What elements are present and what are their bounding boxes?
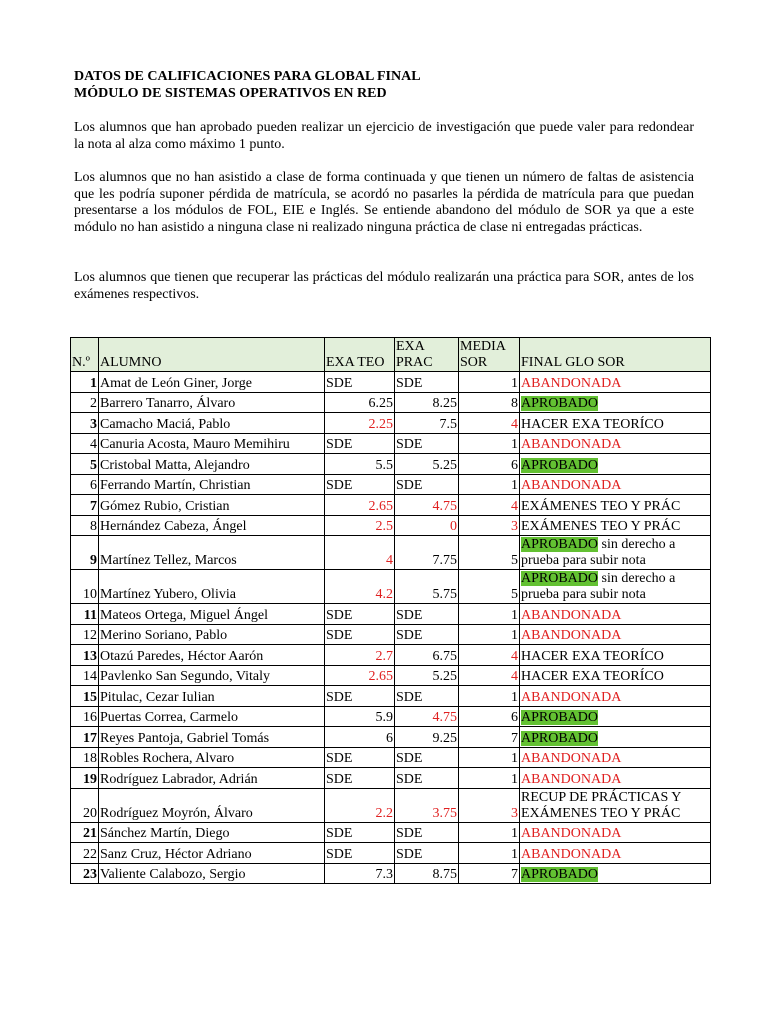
final-status-cell xyxy=(520,413,711,434)
exa-prac-cell: 9.25 xyxy=(395,727,459,748)
final-status-cell xyxy=(520,686,711,707)
table-row xyxy=(71,454,711,475)
exa-teo-cell: SDE xyxy=(325,768,395,789)
header-number: N.º xyxy=(71,338,99,372)
exa-teo-cell: SDE xyxy=(325,372,395,393)
exa-prac-cell: SDE xyxy=(395,372,459,393)
student-name: Sánchez Martín, Diego xyxy=(99,822,325,843)
student-name: Ferrando Martín, Christian xyxy=(99,474,325,495)
exa-prac-cell: 5.25 xyxy=(395,665,459,686)
exa-prac-cell: 7.5 xyxy=(395,413,459,434)
final-status-label: ABANDONADA xyxy=(521,607,622,623)
final-status-label: HACER EXA TEORÍCO xyxy=(521,416,664,432)
table-row xyxy=(71,536,711,570)
exa-teo-cell: 4 xyxy=(325,536,395,570)
student-name: Robles Rochera, Alvaro xyxy=(99,747,325,768)
student-name: Rodríguez Labrador, Adrián xyxy=(99,768,325,789)
final-status-label: ABANDONADA xyxy=(521,689,622,705)
document-title xyxy=(74,68,421,102)
exa-prac-cell: SDE xyxy=(395,686,459,707)
row-number: 1 xyxy=(71,372,99,393)
final-status-label: APROBADO xyxy=(521,396,599,411)
header-media-sor: MEDIA SOR xyxy=(459,338,520,372)
final-status-cell xyxy=(520,788,711,822)
final-status-cell xyxy=(520,392,711,413)
title-line-2: MÓDULO DE SISTEMAS OPERATIVOS EN RED xyxy=(74,86,387,101)
final-status-cell xyxy=(520,747,711,768)
table-row xyxy=(71,604,711,625)
row-number: 5 xyxy=(71,454,99,475)
media-sor-cell: 1 xyxy=(459,624,520,645)
final-status-cell xyxy=(520,843,711,864)
final-status-cell xyxy=(520,536,711,570)
row-number: 7 xyxy=(71,495,99,516)
exa-teo-cell: 6.25 xyxy=(325,392,395,413)
final-status-label: APROBADO xyxy=(521,867,599,882)
final-status-label: APROBADO xyxy=(521,730,599,746)
table-row xyxy=(71,624,711,645)
table-row xyxy=(71,495,711,516)
exa-teo-cell: 2.25 xyxy=(325,413,395,434)
header-exa-prac: EXA PRAC xyxy=(395,338,459,372)
final-status-note: sin derecho a prueba para subir nota xyxy=(521,537,676,568)
media-sor-cell: 1 xyxy=(459,686,520,707)
final-status-label: ABANDONADA xyxy=(521,751,622,766)
exa-prac-cell: SDE xyxy=(395,474,459,495)
student-name: Merino Soriano, Pablo xyxy=(99,624,325,645)
table-row xyxy=(71,788,711,822)
media-sor-cell: 3 xyxy=(459,515,520,536)
table-row xyxy=(71,570,711,604)
media-sor-cell: 6 xyxy=(459,706,520,727)
exa-teo-cell: 2.7 xyxy=(325,645,395,666)
final-status-label: HACER EXA TEORÍCO xyxy=(521,648,664,664)
student-name: Gómez Rubio, Cristian xyxy=(99,495,325,516)
exa-prac-cell: 8.75 xyxy=(395,863,459,884)
exa-prac-cell: SDE xyxy=(395,822,459,843)
media-sor-cell: 1 xyxy=(459,768,520,789)
exa-teo-cell: SDE xyxy=(325,686,395,707)
exa-prac-cell: SDE xyxy=(395,843,459,864)
exa-teo-cell: 2.2 xyxy=(325,788,395,822)
exa-prac-cell: 6.75 xyxy=(395,645,459,666)
final-status-cell xyxy=(520,706,711,727)
table-row xyxy=(71,665,711,686)
row-number: 9 xyxy=(71,536,99,570)
final-status-cell xyxy=(520,515,711,536)
final-status-label: ABANDONADA xyxy=(521,437,622,452)
paragraph-2: Los alumnos que no han asistido a clase de forma continuada y que tienen un número de faltas de asistencia que les podría suponer pérdida de matrícula, se acordó no pasarles la pérdida de matrícula para que puedan presentarse a los módulos de FOL, EIE e Inglés. Se entiende abandono del módulo de SOR ya que a este módulo no han asistido a ninguna clase ni realizado ninguna práctica de clase ni entregadas prácticas. xyxy=(74,170,694,235)
media-sor-cell: 1 xyxy=(459,843,520,864)
exa-teo-cell: SDE xyxy=(325,604,395,625)
media-sor-cell: 1 xyxy=(459,372,520,393)
student-name: Reyes Pantoja, Gabriel Tomás xyxy=(99,727,325,748)
exa-prac-cell: SDE xyxy=(395,747,459,768)
exa-prac-cell: 4.75 xyxy=(395,706,459,727)
table-row xyxy=(71,372,711,393)
table-row xyxy=(71,433,711,454)
exa-teo-cell: SDE xyxy=(325,822,395,843)
table-row xyxy=(71,392,711,413)
row-number: 6 xyxy=(71,474,99,495)
media-sor-cell: 4 xyxy=(459,495,520,516)
media-sor-cell: 1 xyxy=(459,822,520,843)
exa-teo-cell: 2.65 xyxy=(325,665,395,686)
table-row xyxy=(71,747,711,768)
student-name: Puertas Correa, Carmelo xyxy=(99,706,325,727)
final-status-note: sin derecho a prueba para subir nota xyxy=(521,571,676,602)
row-number: 19 xyxy=(71,768,99,789)
header-alumno: ALUMNO xyxy=(99,338,325,372)
student-name: Valiente Calabozo, Sergio xyxy=(99,863,325,884)
student-name: Cristobal Matta, Alejandro xyxy=(99,454,325,475)
student-name: Pavlenko San Segundo, Vitaly xyxy=(99,665,325,686)
table-row xyxy=(71,822,711,843)
final-status-label: APROBADO xyxy=(521,537,599,552)
media-sor-cell: 7 xyxy=(459,727,520,748)
row-number: 12 xyxy=(71,624,99,645)
exa-prac-cell: 0 xyxy=(395,515,459,536)
final-status-cell xyxy=(520,570,711,604)
final-status-cell xyxy=(520,727,711,748)
row-number: 4 xyxy=(71,433,99,454)
media-sor-cell: 6 xyxy=(459,454,520,475)
exa-prac-cell: 5.75 xyxy=(395,570,459,604)
student-name: Pitulac, Cezar Iulian xyxy=(99,686,325,707)
exa-teo-cell: SDE xyxy=(325,474,395,495)
student-name: Mateos Ortega, Miguel Ángel xyxy=(99,604,325,625)
exa-teo-cell: 2.65 xyxy=(325,495,395,516)
exa-teo-cell: SDE xyxy=(325,843,395,864)
exa-teo-cell: SDE xyxy=(325,433,395,454)
exa-prac-cell: SDE xyxy=(395,604,459,625)
final-status-label: ABANDONADA xyxy=(521,826,622,841)
media-sor-cell: 1 xyxy=(459,604,520,625)
media-sor-cell: 7 xyxy=(459,863,520,884)
media-sor-cell: 5 xyxy=(459,536,520,570)
exa-prac-cell: 5.25 xyxy=(395,454,459,475)
row-number: 13 xyxy=(71,645,99,666)
row-number: 14 xyxy=(71,665,99,686)
student-name: Hernández Cabeza, Ángel xyxy=(99,515,325,536)
final-status-cell xyxy=(520,863,711,884)
student-name: Martínez Yubero, Olivia xyxy=(99,570,325,604)
row-number: 11 xyxy=(71,604,99,625)
exa-prac-cell: 8.25 xyxy=(395,392,459,413)
title-line-1: DATOS DE CALIFICACIONES PARA GLOBAL FINAL xyxy=(74,69,421,84)
table-row xyxy=(71,686,711,707)
student-name: Sanz Cruz, Héctor Adriano xyxy=(99,843,325,864)
student-name: Otazú Paredes, Héctor Aarón xyxy=(99,645,325,666)
media-sor-cell: 1 xyxy=(459,747,520,768)
final-status-cell xyxy=(520,495,711,516)
row-number: 21 xyxy=(71,822,99,843)
media-sor-cell: 3 xyxy=(459,788,520,822)
paragraph-3: Los alumnos que tienen que recuperar las prácticas del módulo realizarán una práctica para SOR, antes de los exámenes respectivos. xyxy=(74,270,694,302)
row-number: 22 xyxy=(71,843,99,864)
final-status-label: ABANDONADA xyxy=(521,771,622,787)
exa-prac-cell: 3.75 xyxy=(395,788,459,822)
final-status-label: APROBADO xyxy=(521,457,599,473)
table-row xyxy=(71,843,711,864)
header-exa-teo: EXA TEO xyxy=(325,338,395,372)
exa-teo-cell: SDE xyxy=(325,747,395,768)
row-number: 10 xyxy=(71,570,99,604)
final-status-label: EXÁMENES TEO Y PRÁC xyxy=(521,498,681,514)
final-status-cell xyxy=(520,474,711,495)
final-status-label: HACER EXA TEORÍCO xyxy=(521,669,664,684)
exa-teo-cell: 5.5 xyxy=(325,454,395,475)
final-status-label: ABANDONADA xyxy=(521,846,622,862)
final-status-label: EXÁMENES TEO Y PRÁC xyxy=(521,519,681,534)
row-number: 23 xyxy=(71,863,99,884)
row-number: 2 xyxy=(71,392,99,413)
exa-teo-cell: 2.5 xyxy=(325,515,395,536)
student-name: Canuria Acosta, Mauro Memihiru xyxy=(99,433,325,454)
final-status-label: APROBADO xyxy=(521,710,599,725)
header-final-glo-sor: FINAL GLO SOR xyxy=(520,338,711,372)
media-sor-cell: 4 xyxy=(459,665,520,686)
exa-prac-cell: 4.75 xyxy=(395,495,459,516)
final-status-cell xyxy=(520,768,711,789)
exa-teo-cell: 6 xyxy=(325,727,395,748)
final-status-cell xyxy=(520,624,711,645)
exa-teo-cell: 5.9 xyxy=(325,706,395,727)
student-name: Camacho Maciá, Pablo xyxy=(99,413,325,434)
table-row xyxy=(71,413,711,434)
media-sor-cell: 4 xyxy=(459,645,520,666)
final-status-label: ABANDONADA xyxy=(521,375,622,391)
table-row xyxy=(71,706,711,727)
exa-teo-cell: 4.2 xyxy=(325,570,395,604)
final-status-cell xyxy=(520,372,711,393)
row-number: 17 xyxy=(71,727,99,748)
media-sor-cell: 1 xyxy=(459,474,520,495)
final-status-cell xyxy=(520,433,711,454)
final-status-label: APROBADO xyxy=(521,571,599,586)
student-name: Martínez Tellez, Marcos xyxy=(99,536,325,570)
row-number: 15 xyxy=(71,686,99,707)
table-row xyxy=(71,727,711,748)
row-number: 16 xyxy=(71,706,99,727)
student-name: Amat de León Giner, Jorge xyxy=(99,372,325,393)
exa-prac-cell: SDE xyxy=(395,433,459,454)
row-number: 8 xyxy=(71,515,99,536)
table-row xyxy=(71,474,711,495)
table-header-row xyxy=(71,338,711,372)
table-row xyxy=(71,768,711,789)
grades-table-body xyxy=(71,372,711,884)
media-sor-cell: 1 xyxy=(459,433,520,454)
exa-teo-cell: 7.3 xyxy=(325,863,395,884)
final-status-cell xyxy=(520,604,711,625)
student-name: Barrero Tanarro, Álvaro xyxy=(99,392,325,413)
table-row xyxy=(71,863,711,884)
final-status-label: RECUP DE PRÁCTICAS Y EXÁMENES TEO Y PRÁC xyxy=(521,789,681,821)
exa-prac-cell: 7.75 xyxy=(395,536,459,570)
student-name: Rodríguez Moyrón, Álvaro xyxy=(99,788,325,822)
row-number: 3 xyxy=(71,413,99,434)
row-number: 20 xyxy=(71,788,99,822)
final-status-label: ABANDONADA xyxy=(521,628,622,643)
final-status-cell xyxy=(520,454,711,475)
paragraph-1: Los alumnos que han aprobado pueden realizar un ejercicio de investigación que puede valer para redondear la nota al alza como máximo 1 punto. xyxy=(74,120,694,152)
media-sor-cell: 4 xyxy=(459,413,520,434)
final-status-cell xyxy=(520,822,711,843)
media-sor-cell: 8 xyxy=(459,392,520,413)
table-row xyxy=(71,645,711,666)
final-status-cell xyxy=(520,665,711,686)
exa-prac-cell: SDE xyxy=(395,624,459,645)
media-sor-cell: 5 xyxy=(459,570,520,604)
final-status-cell xyxy=(520,645,711,666)
final-status-label: ABANDONADA xyxy=(521,478,622,493)
exa-teo-cell: SDE xyxy=(325,624,395,645)
grades-table xyxy=(70,337,711,884)
exa-prac-cell: SDE xyxy=(395,768,459,789)
table-row xyxy=(71,515,711,536)
row-number: 18 xyxy=(71,747,99,768)
